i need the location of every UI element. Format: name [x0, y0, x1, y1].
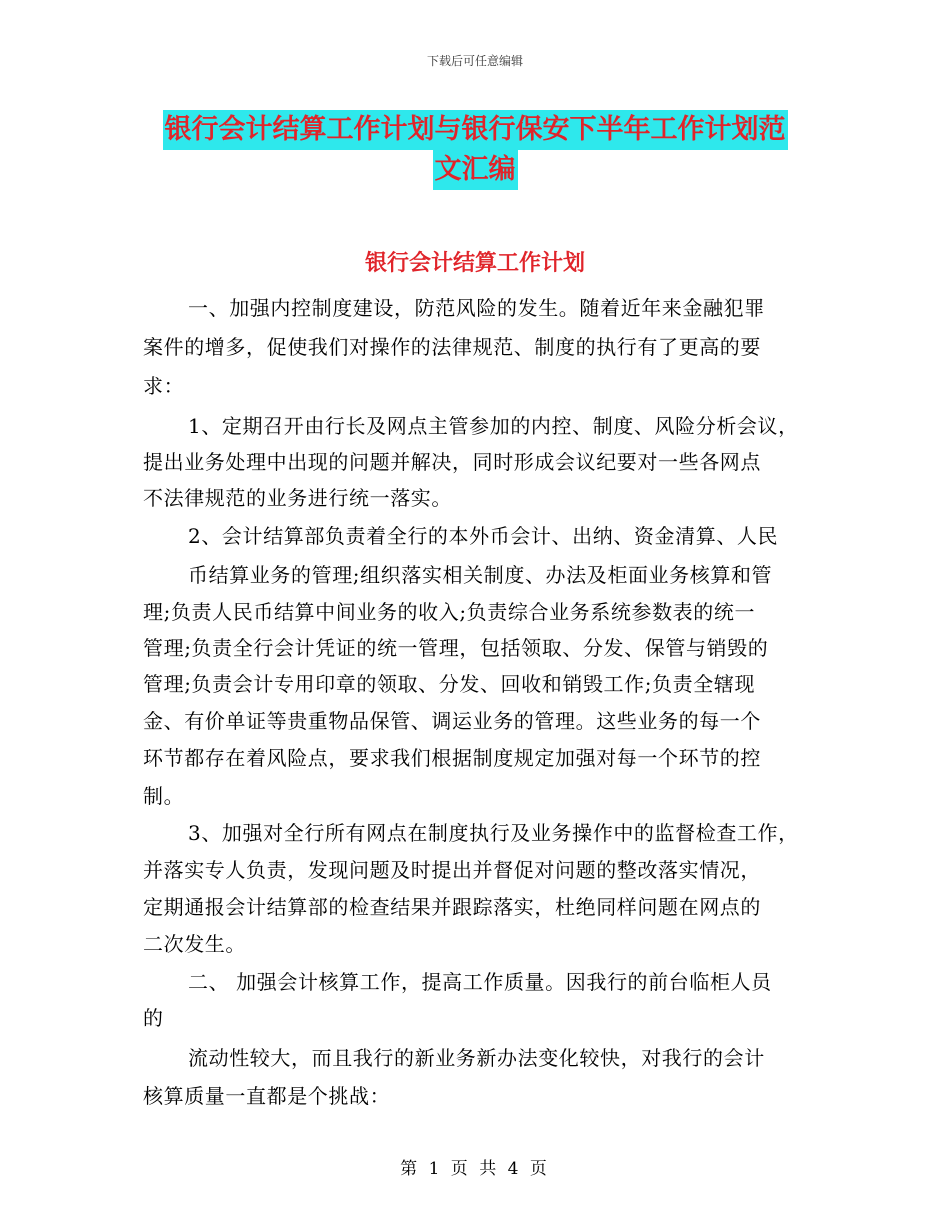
body-line: 的: [143, 1006, 164, 1030]
body-line: 管理;负责会计专用印章的领取、分发、回收和销毁工作;负责全辖现: [143, 672, 756, 696]
body-line: 3、加强对全行所有网点在制度执行及业务操作中的监督检查工作，: [188, 821, 799, 845]
body-line: 理;负责人民币结算中间业务的收入;负责综合业务系统参数表的统一: [143, 600, 756, 624]
body-line: 定期通报会计结算部的检查结果并跟踪落实，杜绝同样问题在网点的: [143, 895, 761, 919]
body-line: 2、会计结算部负责着全行的本外币会计、出纳、资金清算、人民: [188, 524, 779, 548]
body-line: 案件的增多，促使我们对操作的法律规范、制度的执行有了更高的要: [143, 335, 761, 359]
body-line: 环节都存在着风险点，要求我们根据制度规定加强对每一个环节的控: [143, 746, 761, 770]
body-line: 1、定期召开由行长及网点主管参加的内控、制度、风险分析会议，: [188, 414, 799, 438]
body-line: 求：: [143, 374, 185, 398]
document-title-line-1: 银行会计结算工作计划与银行保安下半年工作计划范: [163, 110, 788, 150]
body-line: 二次发生。: [143, 932, 246, 956]
body-line: 币结算业务的管理;组织落实相关制度、办法及柜面业务核算和管: [188, 563, 773, 587]
body-line: 一、加强内控制度建设，防范风险的发生。随着近年来金融犯罪: [188, 296, 765, 320]
body-line: 流动性较大，而且我行的新业务新办法变化较快，对我行的会计: [188, 1046, 765, 1070]
page-footer: 第 1 页 共 4 页: [400, 1159, 550, 1179]
body-line: 制。: [143, 784, 185, 808]
header-note: 下载后可任意编辑: [426, 54, 523, 68]
section-title: 银行会计结算工作计划: [364, 250, 585, 276]
body-line: 二、 加强会计核算工作，提高工作质量。因我行的前台临柜人员: [188, 970, 772, 994]
body-line: 管理;负责全行会计凭证的统一管理，包括领取、分发、保管与销毁的: [143, 636, 769, 660]
body-line: 金、有价单证等贵重物品保管、调运业务的管理。这些业务的每一个: [143, 709, 761, 733]
body-line: 不法律规范的业务进行统一落实。: [143, 486, 452, 510]
body-line: 并落实专人负责，发现问题及时提出并督促对问题的整改落实情况，: [143, 858, 761, 882]
document-title-line-2: 文汇编: [433, 150, 518, 190]
body-line: 核算质量一直都是个挑战：: [143, 1084, 391, 1108]
body-line: 提出业务处理中出现的问题并解决，同时形成会议纪要对一些各网点: [143, 450, 761, 474]
document-title: [0, 110, 950, 190]
